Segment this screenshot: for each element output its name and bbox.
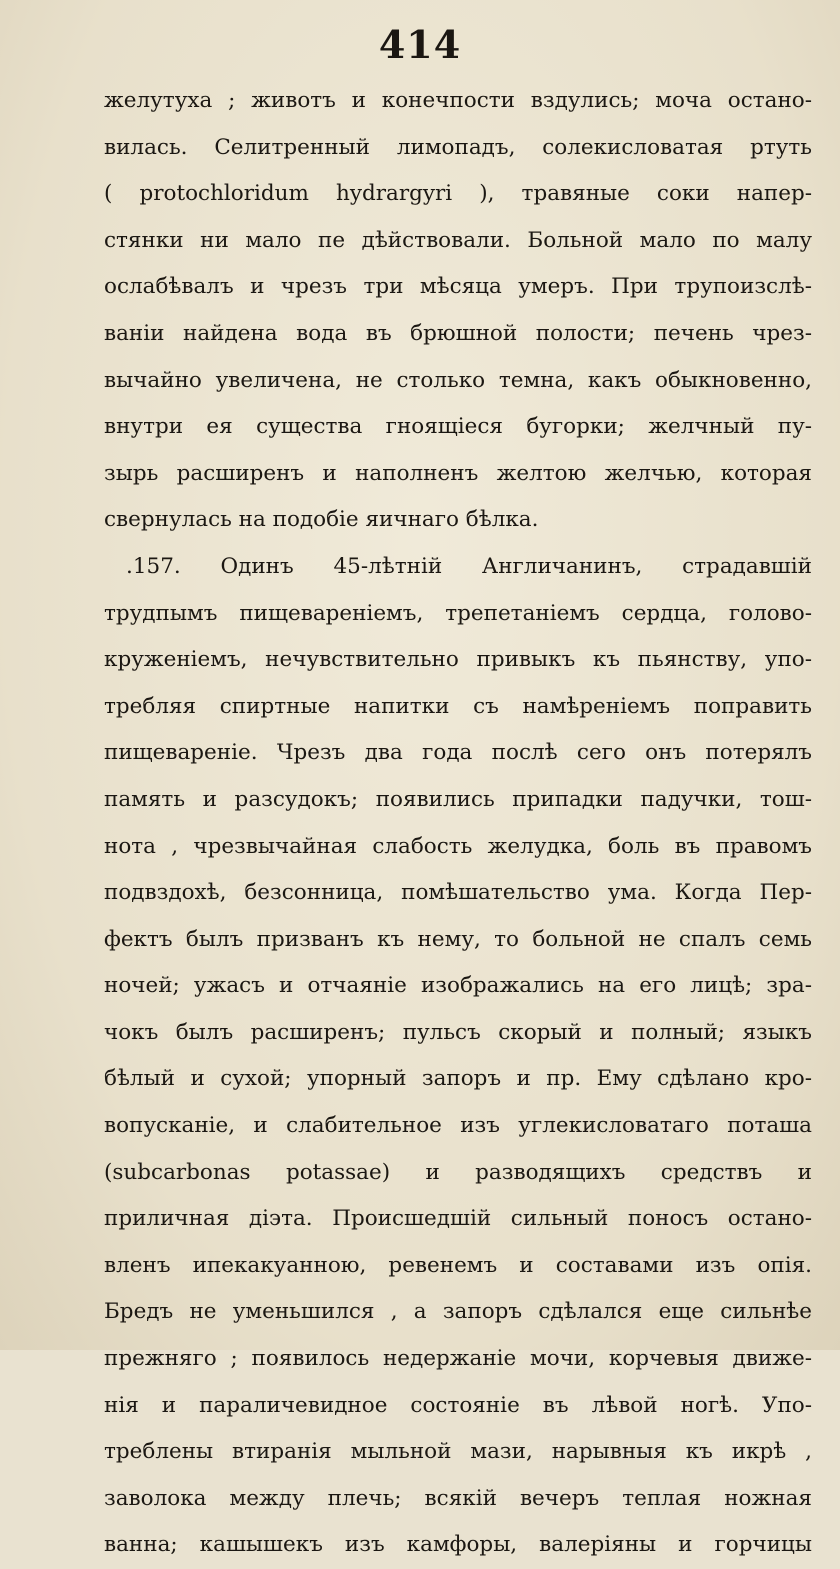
text-line: пищеваренiе. Чрезъ два года послѣ сего онъ потерялъ <box>104 740 812 766</box>
text-line: (subcarbonas potassae) и разводящихъ средствъ и <box>104 1159 812 1185</box>
text-line: свернулась на подобiе яичнаго бѣлка. <box>104 507 539 533</box>
text-line: ванна; кашышекъ изъ камфоры, валерiяны и горчицы <box>104 1532 812 1558</box>
text-line: вычайно увеличена, не столько темна, какъ обыкновенно, <box>104 367 812 393</box>
text-line: нiя и параличевидное состоянiе въ лѣвой ногѣ. Упо- <box>104 1392 812 1418</box>
text-line: внутри ея существа гноящiеся бугорки; желчный пу- <box>104 414 812 440</box>
text-line: память и разсудокъ; появились припадки падучки, тош- <box>104 786 812 812</box>
text-line: прежняго ; появилось недержанiе мочи, корчевыя движе- <box>104 1346 812 1372</box>
text-line: подвздохѣ, безсонница, помѣшательство ума. Когда Пер- <box>104 880 812 906</box>
text-line: фектъ былъ призванъ къ нему, то больной не спалъ семь <box>104 926 812 952</box>
text-line: приличная дiэта. Происшедшiй сильный поносъ остано- <box>104 1206 812 1232</box>
text-line: вленъ ипекакуанною, ревенемъ и составами изъ опiя. <box>104 1252 812 1278</box>
page-number: 414 <box>378 22 462 67</box>
body-text <box>104 78 812 1569</box>
text-line: вилась. Селитренный лимопадъ, солекисловатая ртуть <box>104 134 812 160</box>
text-line: зырь расширенъ и наполненъ желтою желчью, которая <box>104 460 812 486</box>
text-line: Бредъ не уменьшился , а запоръ сдѣлался еще сильнѣе <box>104 1299 812 1325</box>
text-line: стянки ни мало пе дѣйствовали. Больной мало по малу <box>104 227 812 253</box>
text-line: треблены втиранiя мыльной мази, нарывныя къ икрѣ , <box>104 1439 812 1465</box>
text-line: круженiемъ, нечувствительно привыкъ къ пьянству, упо- <box>104 647 812 673</box>
text-line: ослабѣвалъ и чрезъ три мѣсяца умеръ. При трупоизслѣ- <box>104 274 812 300</box>
text-line: нота , чрезвычайная слабость желудка, боль въ правомъ <box>104 833 812 859</box>
text-line: ночей; ужасъ и отчаянiе изображались на его лицѣ; зра- <box>104 973 812 999</box>
text-line: бѣлый и сухой; упорный запоръ и пр. Ему сдѣлано кро- <box>104 1066 812 1092</box>
text-line: трудпымъ пищеваренiемъ, трепетанiемъ сердца, голово- <box>104 600 812 626</box>
paragraph-start-line: .157. Одинъ 45-лѣтнiй Англичанинъ, страдавшiй <box>126 553 812 579</box>
text-line: ванiи найдена вода въ брюшной полости; печень чрез- <box>104 320 812 346</box>
text-line: вопусканiе, и слабительное изъ углекисловатаго поташа <box>104 1113 812 1139</box>
text-line: желутуха ; животъ и конечпости вздулись; моча остано- <box>104 88 812 113</box>
text-line: заволока между плечь; всякiй вечеръ теплая ножная <box>104 1485 812 1511</box>
text-line: требляя спиртные напитки съ намѣренiемъ поправить <box>104 693 812 719</box>
text-line: чокъ былъ расширенъ; пульсъ скорый и полный; языкъ <box>104 1019 812 1045</box>
text-line: ( protochloridum hydrargyri ), травяные соки напер- <box>104 181 812 207</box>
